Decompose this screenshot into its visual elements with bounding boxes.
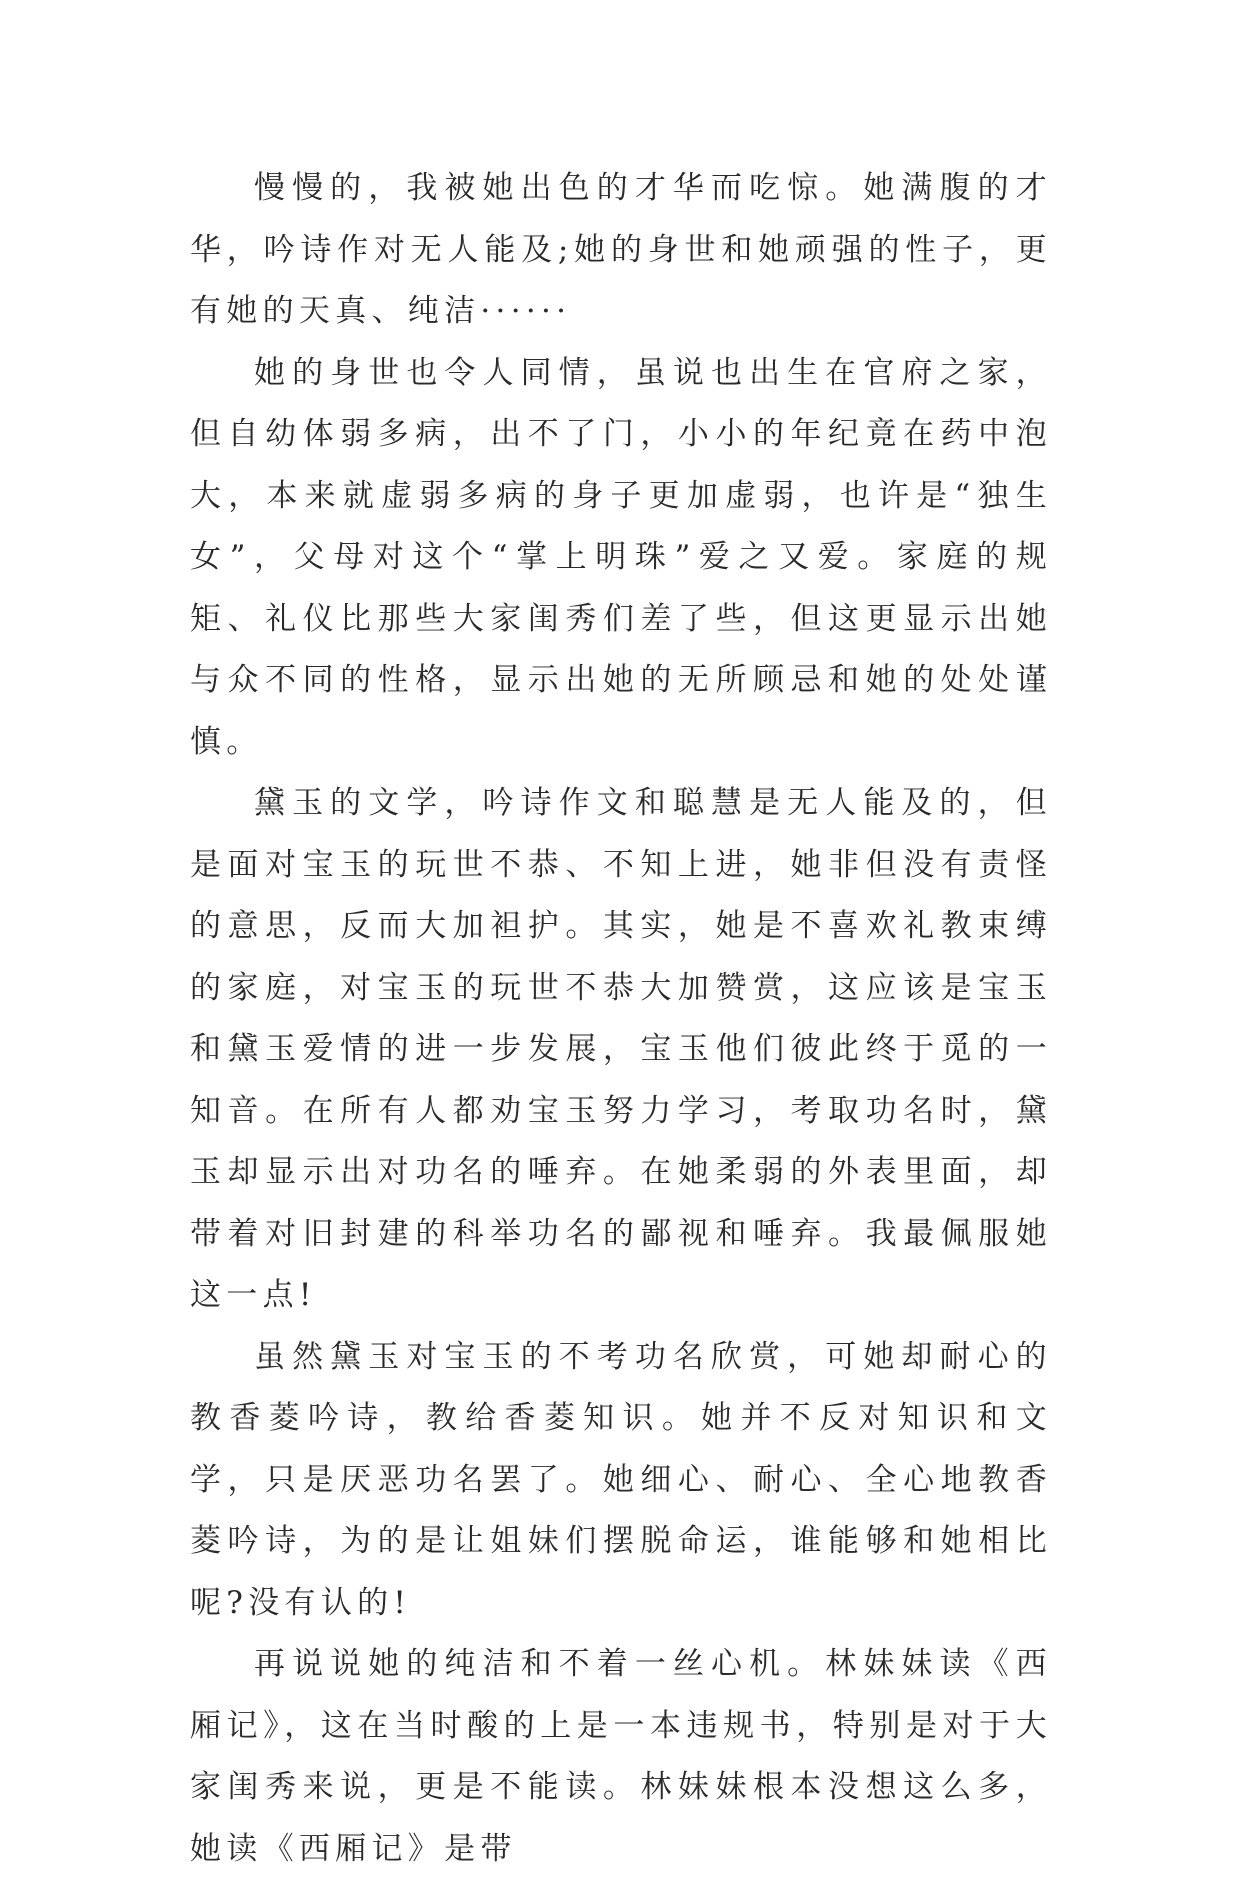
paragraph-literature: 黛玉的文学，吟诗作文和聪慧是无人能及的，但是面对宝玉的玩世不恭、不知上进，她非但没有责怪的意思，反而大加袒护。其实，她是不喜欢礼教束缚的家庭，对宝玉的玩世不恭大加赞赏，这应该是宝玉和黛玉爱情的进一步发展，宝玉他们彼此终于觅的一知音。在所有人都劝宝玉努力学习，考取功名时，黛玉却显示出对功名的唾弃。在她柔弱的外表里面，却带着对旧封建的科举功名的鄙视和唾弃。我最佩服她这一点! xyxy=(190,785,1052,1313)
paragraph-talent: 慢慢的，我被她出色的才华而吃惊。她满腹的才华，吟诗作对无人能及;她的身世和她顽强的性子，更有她的天真、纯洁······ xyxy=(190,170,1052,329)
paragraph-background: 她的身世也令人同情，虽说也出生在官府之家，但自幼体弱多病，出不了门，小小的年纪竟在药中泡大，本来就虚弱多病的身子更加虚弱，也许是“独生女”，父母对这个“掌上明珠”爱之又爱。家庭的规矩、礼仪比那些大家闺秀们差了些，但这更显示出她与众不同的性格，显示出她的无所顾忌和她的处处谨慎。 xyxy=(190,354,1052,760)
paragraph-purity: 再说说她的纯洁和不着一丝心机。林妹妹读《西厢记》，这在当时酸的上是一本违规书，特别是对于大家闺秀来说，更是不能读。林妹妹根本没想这么多，她读《西厢记》是带 xyxy=(190,1646,1052,1867)
paragraph-teaching: 虽然黛玉对宝玉的不考功名欣赏，可她却耐心的教香菱吟诗，教给香菱知识。她并不反对知识和文学，只是厌恶功名罢了。她细心、耐心、全心地教香菱吟诗，为的是让姐妹们摆脱命运，谁能够和她相比呢?没有认的! xyxy=(190,1338,1052,1621)
document-page xyxy=(190,158,1052,1880)
